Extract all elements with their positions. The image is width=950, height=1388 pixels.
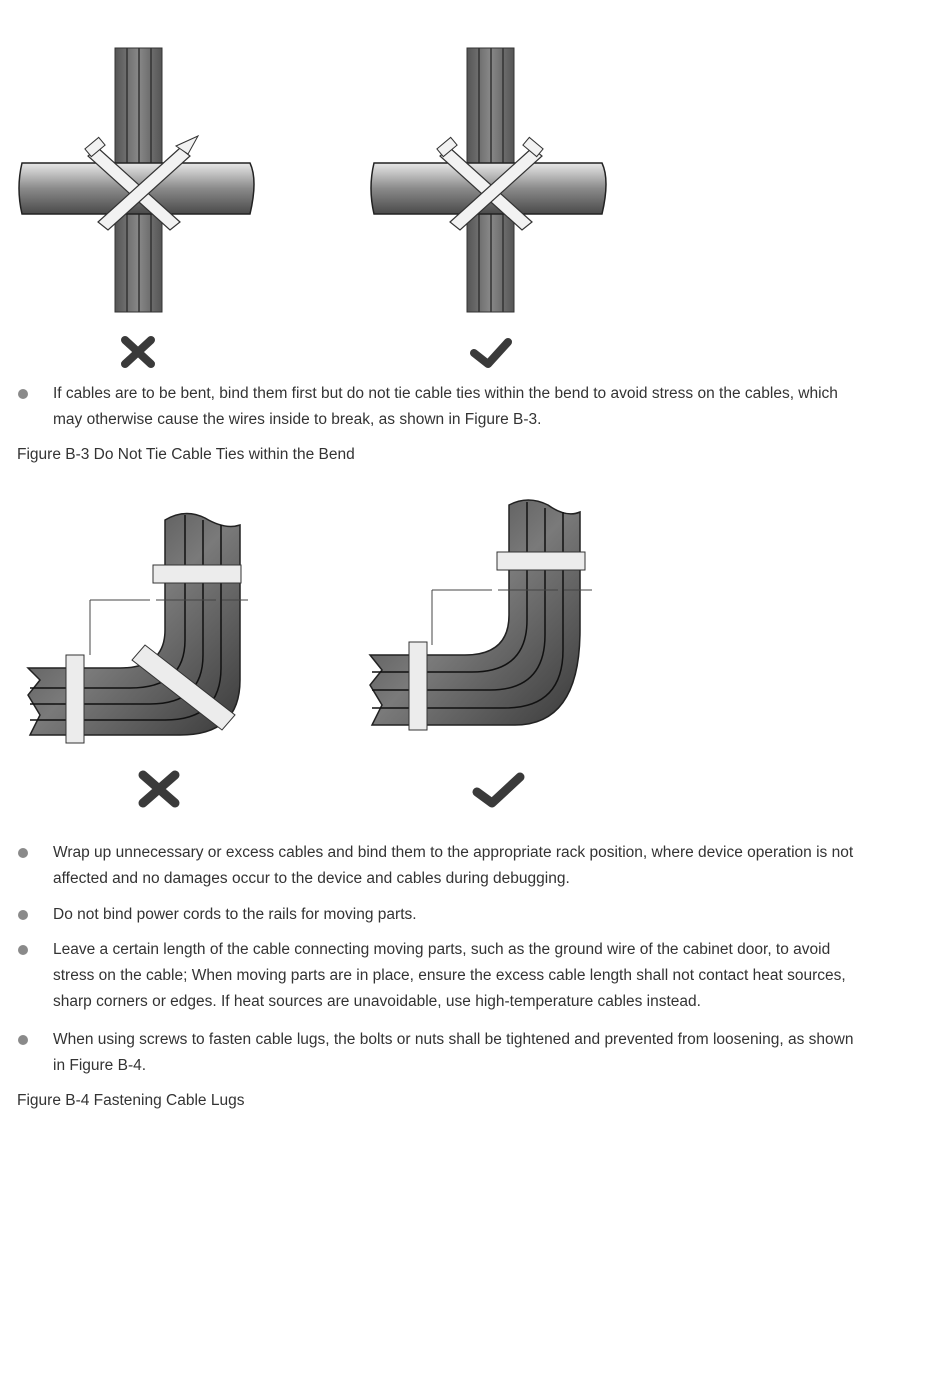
figure-b3-caption: Figure B-3 Do Not Tie Cable Ties within the Bend	[17, 446, 355, 463]
bullet-paragraph	[53, 840, 863, 892]
bullet-dot	[18, 910, 28, 920]
bullet-line: Leave a certain length of the cable connecting moving parts, such as the ground wire of the cabinet door, to avoid	[53, 941, 831, 958]
right-mark-icon	[477, 777, 520, 803]
wrong-mark-icon	[125, 340, 151, 364]
bullet-paragraph	[53, 381, 863, 433]
bullet-paragraph	[53, 1027, 863, 1079]
wrong-bend-illustration	[28, 513, 248, 803]
bullet-line: sharp corners or edges. If heat sources are unavoidable, use high-temperature cables instead.	[53, 993, 701, 1010]
figure-b4-caption: Figure B-4 Fastening Cable Lugs	[17, 1092, 245, 1109]
bullet-line: in Figure B-4.	[53, 1057, 147, 1074]
right-bend-illustration	[370, 500, 592, 803]
bullet-dot	[18, 389, 28, 399]
bullet-dot	[18, 945, 28, 955]
figure-b3-bend	[0, 490, 640, 830]
figure-cable-tie-cross	[0, 40, 640, 375]
bullet-line: When using screws to fasten cable lugs, the bolts or nuts shall be tightened and prevented from loosening, as shown	[53, 1031, 854, 1048]
bullet-line: Do not bind power cords to the rails for moving parts.	[53, 906, 417, 923]
bullet-paragraph	[53, 902, 863, 928]
bullet-line: may otherwise cause the wires inside to break, as shown in Figure B-3.	[53, 411, 542, 428]
bullet-paragraph	[53, 937, 863, 1015]
wrong-tie-illustration	[19, 48, 254, 364]
bullet-dot	[18, 1035, 28, 1045]
bullet-line: stress on the cable; When moving parts are in place, ensure the excess cable length shall not contact heat sources,	[53, 967, 846, 984]
wrong-mark-icon	[143, 775, 175, 803]
bullet-dot	[18, 848, 28, 858]
bullet-line: If cables are to be bent, bind them first but do not tie cable ties within the bend to avoid stress on the cables, which	[53, 385, 838, 402]
bullet-line: affected and no damages occur to the device and cables during debugging.	[53, 870, 570, 887]
bullet-line: Wrap up unnecessary or excess cables and bind them to the appropriate rack position, where device operation is not	[53, 844, 854, 861]
right-mark-icon	[474, 342, 508, 364]
right-tie-illustration	[371, 48, 606, 364]
